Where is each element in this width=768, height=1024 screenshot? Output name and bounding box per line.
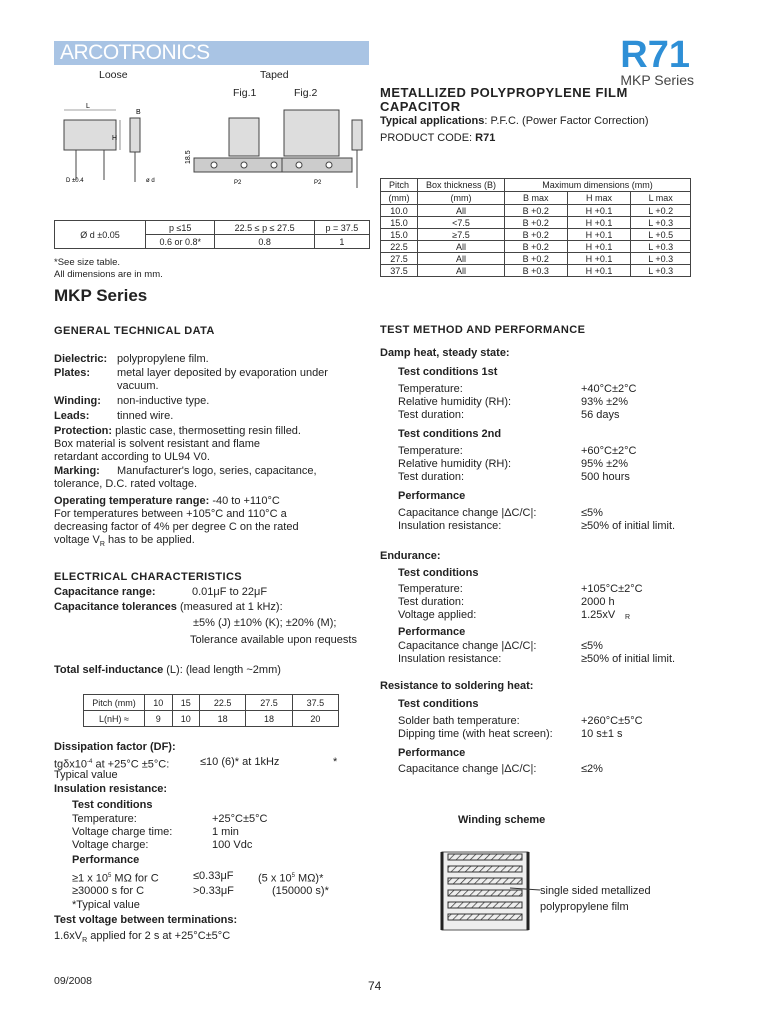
- product-title-line1: METALLIZED POLYPROPYLENE FILM: [380, 85, 628, 100]
- dim-table-cell: B +0.2: [505, 229, 568, 241]
- dim-table-row: [381, 253, 691, 265]
- ind-cell: 9: [145, 711, 173, 727]
- df-value: ≤10 (6)* at 1kHz: [200, 756, 280, 768]
- dim-header: H max: [567, 192, 631, 205]
- ind-cell: 18: [200, 711, 246, 727]
- winding-label-1: single sided metallized: [540, 885, 651, 897]
- note-dimensions: All dimensions are in mm.: [54, 269, 163, 280]
- ind-cell: 10: [172, 711, 200, 727]
- winding-scheme-heading: Winding scheme: [458, 814, 546, 826]
- ir-temp-value: +25°C±5°C: [212, 813, 268, 825]
- df-star: *: [333, 756, 338, 768]
- dim-table-cell: <7.5: [418, 217, 505, 229]
- product-code: PRODUCT CODE: R71: [380, 132, 496, 144]
- dim-table-cell: 27.5: [381, 253, 418, 265]
- lead-table-cell: 1: [314, 235, 369, 249]
- endurance-heading: Endurance:: [380, 550, 441, 562]
- test-value: 500 hours: [581, 471, 630, 483]
- ir-performance: Performance: [72, 854, 140, 866]
- ir-vct-label: Voltage charge time:: [72, 826, 173, 838]
- svg-text:D ±0.4: D ±0.4: [66, 178, 84, 184]
- note-size-table: *See size table.: [54, 257, 121, 268]
- ind-cell: 20: [292, 711, 338, 727]
- dim-header: L max: [631, 192, 691, 205]
- cap-tolerances: Capacitance tolerances (measured at 1 kHz):: [54, 601, 283, 613]
- svg-text:P2: P2: [234, 180, 242, 186]
- test-label: Capacitance change |ΔC/C|:: [398, 507, 537, 519]
- lead-table-header: p ≤15: [146, 221, 215, 235]
- test-label: Temperature:: [398, 383, 463, 395]
- ir-vc-value: 100 Vdc: [212, 839, 253, 851]
- dim-header: (mm): [381, 192, 418, 205]
- svg-text:B: B: [136, 109, 141, 116]
- dim-table-row: [381, 217, 691, 229]
- test-label: Temperature:: [398, 583, 463, 595]
- mkp-series-heading: MKP Series: [54, 286, 148, 305]
- dim-table-cell: H +0.1: [567, 217, 631, 229]
- dim-header: Box thickness (B): [418, 179, 505, 192]
- ir-vct-value: 1 min: [212, 826, 239, 838]
- test-value: 93% ±2%: [581, 396, 629, 408]
- dim-table-cell: H +0.1: [567, 241, 631, 253]
- series-code: R71: [620, 34, 690, 76]
- lead-diameter-table: [54, 220, 370, 249]
- df-line: $tg\delta x10^{-4}$ at +25°C ±5°C:: [54, 758, 170, 771]
- label-loose: Loose: [99, 69, 128, 81]
- dim-table-cell: All: [418, 253, 505, 265]
- label-fig2: Fig.2: [294, 87, 318, 99]
- protection: Protection: plastic case, thermosetting resin filled.: [54, 425, 301, 437]
- marking-2: tolerance, D.C. rated voltage.: [54, 478, 198, 490]
- ir-vc-label: Voltage charge:: [72, 839, 149, 851]
- plates-label: Plates:: [54, 367, 91, 379]
- test-value: +105°C±2°C: [581, 583, 643, 595]
- dim-table-row: [381, 265, 691, 277]
- product-title-line2: CAPACITOR: [380, 99, 461, 114]
- test-label: Insulation resistance:: [398, 520, 502, 532]
- dielectric-value: polypropylene film.: [117, 353, 209, 365]
- ir-perf-2: ≥30000 s for C: [72, 885, 145, 897]
- lead-table-cell: 0.6 or 0.8*: [146, 235, 215, 249]
- test-value: 1.25xV: [581, 609, 616, 621]
- dielectric-label: Dielectric:: [54, 353, 108, 365]
- dim-table-cell: L +0.2: [631, 205, 691, 217]
- dim-table-cell: 15.0: [381, 229, 418, 241]
- electrical-heading: ELECTRICAL CHARACTERISTICS: [54, 571, 243, 583]
- test-value: ≥50% of initial limit.: [581, 653, 676, 665]
- capacitor-drawing: [54, 100, 370, 195]
- svg-text:P2: P2: [314, 180, 322, 186]
- dim-table-cell: L +0.3: [631, 253, 691, 265]
- ind-cell: Pitch (mm): [84, 695, 145, 711]
- test-value: +260°C±5°C: [581, 715, 643, 727]
- test-label: Relative humidity (RH):: [398, 396, 512, 408]
- protection-3: retardant according to UL94 V0.: [54, 451, 210, 463]
- general-heading: GENERAL TECHNICAL DATA: [54, 325, 215, 337]
- test-label: Capacitance change |ΔC/C|:: [398, 763, 537, 775]
- test-conditions-2nd: Test conditions 2nd: [398, 428, 502, 440]
- df-typical: Typical value: [54, 769, 118, 781]
- soldering-heading: Resistance to soldering heat:: [380, 680, 534, 692]
- dim-table-cell: 10.0: [381, 205, 418, 217]
- dim-table-cell: 15.0: [381, 217, 418, 229]
- test-value: 10 s±1 s: [581, 728, 623, 740]
- dim-table-row: [381, 241, 691, 253]
- ir-perf-1-typ: (5 x $10^5$ MΩ)*: [258, 872, 324, 885]
- dim-table-cell: All: [418, 241, 505, 253]
- inductance-table: [83, 694, 339, 727]
- svg-text:ø d: ø d: [146, 178, 155, 184]
- leads-label: Leads:: [54, 410, 90, 422]
- winding-label: Winding:: [54, 395, 101, 407]
- label-fig1: Fig.1: [233, 87, 257, 99]
- operating-temp-2: For temperatures between +105°C and 110°C a: [54, 508, 287, 520]
- lead-table-header: p = 37.5: [314, 221, 369, 235]
- test-label: Test duration:: [398, 471, 465, 483]
- ir-temp-label: Temperature:: [72, 813, 137, 825]
- dim-table-row: [381, 229, 691, 241]
- test-conditions-1st: Test conditions 1st: [398, 366, 498, 378]
- label-taped: Taped: [260, 69, 289, 81]
- dim-table-cell: H +0.1: [567, 229, 631, 241]
- test-label: Dipping time (with heat screen):: [398, 728, 553, 740]
- dim-table-cell: All: [418, 265, 505, 277]
- ind-cell: 18: [246, 711, 292, 727]
- winding-label-2: polypropylene film: [540, 901, 629, 913]
- test-value: 95% ±2%: [581, 458, 629, 470]
- svg-text:18.5: 18.5: [185, 150, 192, 164]
- insulation-label: Insulation resistance:: [54, 783, 168, 795]
- dim-table-cell: All: [418, 205, 505, 217]
- typical-applications: Typical applications: P.F.C. (Power Factor Correction): [380, 115, 649, 127]
- test-voltage-label: Test voltage between terminations:: [54, 914, 238, 926]
- dim-table-cell: L +0.3: [631, 217, 691, 229]
- soldering-test-conditions: Test conditions: [398, 698, 479, 710]
- dim-table-cell: L +0.5: [631, 229, 691, 241]
- dim-table-cell: B +0.2: [505, 205, 568, 217]
- lead-table-label: Ø d ±0.05: [55, 221, 146, 249]
- ir-perf-typical: *Typical value: [72, 899, 140, 911]
- dim-table-cell: B +0.3: [505, 265, 568, 277]
- ir-perf-1-cap: ≤0.33μF: [193, 870, 234, 882]
- test-value: ≤5%: [581, 640, 603, 652]
- soldering-performance: Performance: [398, 747, 466, 759]
- marking-label: Marking:: [54, 465, 100, 477]
- svg-text:L: L: [86, 103, 90, 110]
- test-value: 56 days: [581, 409, 620, 421]
- test-label: Temperature:: [398, 445, 463, 457]
- footer-date: 09/2008: [54, 975, 92, 987]
- dim-header: B max: [505, 192, 568, 205]
- test-value: ≤5%: [581, 507, 603, 519]
- test-heading: TEST METHOD AND PERFORMANCE: [380, 324, 586, 336]
- test-label: Insulation resistance:: [398, 653, 502, 665]
- ind-cell: 37.5: [292, 695, 338, 711]
- dim-table-cell: ≥7.5: [418, 229, 505, 241]
- test-label: Voltage applied:: [398, 609, 477, 621]
- test-value: +40°C±2°C: [581, 383, 637, 395]
- operating-temp-3: decreasing factor of 4% per degree C on the rated: [54, 521, 299, 533]
- operating-temp: Operating temperature range: -40 to +110°C: [54, 495, 280, 507]
- svg-text:H: H: [112, 135, 118, 142]
- ind-cell: 22.5: [200, 695, 246, 711]
- dim-header: Pitch: [381, 179, 418, 192]
- self-inductance: Total self-inductance (L): (lead length ~2mm): [54, 664, 281, 676]
- dimensions-table: [380, 178, 691, 277]
- ind-cell: 27.5: [246, 695, 292, 711]
- test-value: 2000 h: [581, 596, 615, 608]
- endurance-performance: Performance: [398, 626, 466, 638]
- dim-table-cell: H +0.1: [567, 253, 631, 265]
- cap-range-label: Capacitance range:: [54, 586, 156, 598]
- dim-table-cell: B +0.2: [505, 253, 568, 265]
- ind-cell: L(nH) ≈: [84, 711, 145, 727]
- ind-cell: 10: [145, 695, 173, 711]
- test-voltage-value: $1.6xV_R$ applied for 2 s at +25°C±5°C: [54, 930, 231, 945]
- test-label: Test duration:: [398, 409, 465, 421]
- test-value: +60°C±2°C: [581, 445, 637, 457]
- ir-perf-1: ≥1 x $10^5$ MΩ for C: [72, 872, 159, 885]
- damp-heat-heading: Damp heat, steady state:: [380, 347, 510, 359]
- dim-table-cell: B +0.2: [505, 217, 568, 229]
- test-label: Capacitance change |ΔC/C|:: [398, 640, 537, 652]
- page-number: 74: [368, 979, 382, 993]
- dim-table-cell: 37.5: [381, 265, 418, 277]
- series-name: MKP Series: [620, 72, 694, 88]
- lead-table-header: 22.5 ≤ p ≤ 27.5: [215, 221, 314, 235]
- dim-table-row: [381, 205, 691, 217]
- dim-table-cell: H +0.1: [567, 265, 631, 277]
- dim-header: (mm): [418, 192, 505, 205]
- dim-header: Maximum dimensions (mm): [505, 179, 691, 192]
- plates-value: metal layer deposited by evaporation under: [117, 367, 328, 379]
- dim-table-cell: L +0.3: [631, 265, 691, 277]
- df-label: Dissipation factor (DF):: [54, 741, 176, 753]
- cap-range-value: 0.01μF to 22μF: [192, 586, 268, 598]
- cap-tolerances-2: ±5% (J) ±10% (K); ±20% (M);: [193, 617, 337, 629]
- dim-table-cell: L +0.3: [631, 241, 691, 253]
- damp-performance: Performance: [398, 490, 466, 502]
- cap-tolerances-3: Tolerance available upon requests: [190, 634, 357, 646]
- brand-logo: ARCOTRONICS: [60, 41, 210, 64]
- test-label: Relative humidity (RH):: [398, 458, 512, 470]
- voltage-subscript: R: [625, 614, 631, 621]
- ir-test-conditions: Test conditions: [72, 799, 153, 811]
- dim-table-cell: 22.5: [381, 241, 418, 253]
- lead-table-cell: 0.8: [215, 235, 314, 249]
- dim-table-cell: B +0.2: [505, 241, 568, 253]
- marking-value: Manufacturer's logo, series, capacitance,: [117, 465, 317, 477]
- ir-perf-2-typ: (150000 s)*: [272, 885, 329, 897]
- ir-perf-2-cap: >0.33μF: [193, 885, 234, 897]
- plates-value-2: vacuum.: [117, 380, 159, 392]
- test-label: Solder bath temperature:: [398, 715, 520, 727]
- winding-value: non-inductive type.: [117, 395, 210, 407]
- leads-value: tinned wire.: [117, 410, 174, 422]
- test-label: Test duration:: [398, 596, 465, 608]
- endurance-test-conditions: Test conditions: [398, 567, 479, 579]
- protection-2: Box material is solvent resistant and flame: [54, 438, 261, 450]
- operating-temp-4: voltage $V_R$ has to be applied.: [54, 534, 195, 549]
- dim-table-cell: H +0.1: [567, 205, 631, 217]
- test-value: ≥50% of initial limit.: [581, 520, 676, 532]
- ind-cell: 15: [172, 695, 200, 711]
- test-value: ≤2%: [581, 763, 603, 775]
